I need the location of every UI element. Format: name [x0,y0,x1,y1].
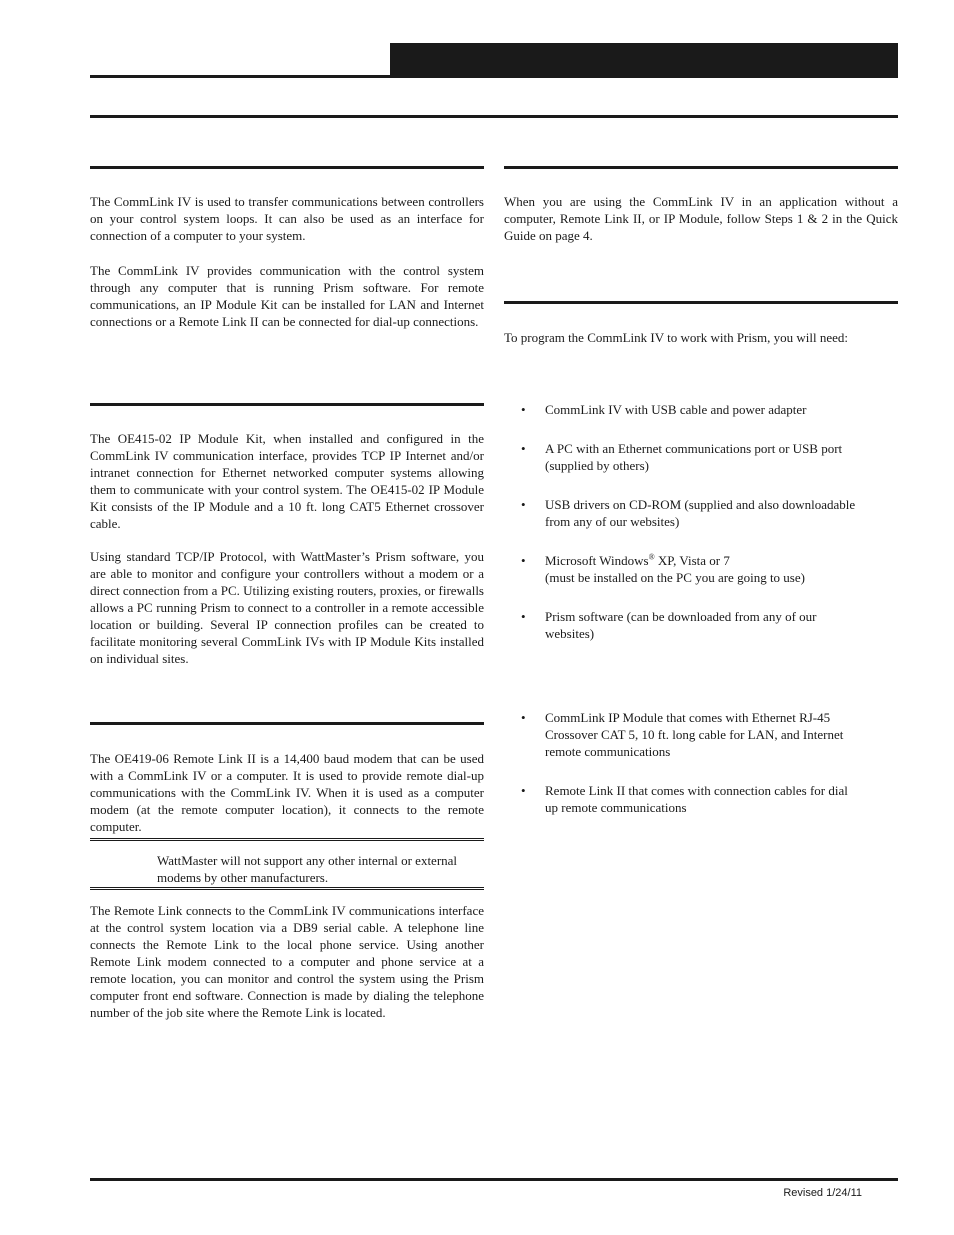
standalone-paragraph: When you are using the CommLink IV in an application without a computer, Remote Link II, or IP Module, follow Steps 1 & 2 in the Quick Guide on page 4. [504,194,898,243]
bullet-icon: • [521,497,526,512]
section-rule-ip-module [90,403,484,406]
section-rule-overview [90,166,484,169]
bullet-icon: • [521,553,526,568]
bullet-icon: • [521,710,526,725]
section-rule-remote-link [90,722,484,725]
bullet-icon: • [521,441,526,456]
overview-paragraph-1: The CommLink IV is used to transfer communications between controllers on your control system loops. It can also be used as an interface for connection of a computer to your system. [90,194,484,243]
remote-link-paragraph-1: The OE419-06 Remote Link II is a 14,400 baud modem that can be used with a CommLink IV or a computer. It is used to provide remote dial-up communications with the CommLink IV. When it is used as a computer modem (at the remote computer location), it connects to the remote computer. [90,751,484,834]
ip-module-paragraph-1: The OE415-02 IP Module Kit, when installed and configured in the CommLink IV communication interface, provides TCP IP Internet and/or intranet connection for Ethernet networked computer systems allowing them to communicate with your control system. The OE415-02 IP Module Kit consists of the IP Module and a 10 ft. long CAT5 Ethernet crossover cable. [90,431,484,531]
bullet-icon: • [521,783,526,798]
note-box [90,838,484,890]
note-text: WattMaster will not support any other internal or external modems by other manufacturers. [157,853,458,885]
header-bar [390,43,898,78]
section-rule-prism [504,301,898,304]
ip-module-paragraph-2: Using standard TCP/IP Protocol, with WattMaster’s Prism software, you are able to monitor and configure your controllers without a modem or a direct connection from a PC. Utilizing existing routers, proxies, or firewalls allows a PC running Prism to connect to a controller in a remote accessible location or building. Several IP connection profiles can be created to facilitate monitoring several CommLink IVs with IP Module Kits installed on individual sites. [90,549,484,666]
overview-paragraph-2: The CommLink IV provides communication with the control system through any computer that is running Prism software. For remote communications, an IP Module Kit can be installed for LAN and Internet connections or a Remote Link II can be connected for dial-up connections. [90,263,484,329]
prism-intro: To program the CommLink IV to work with Prism, you will need: [504,330,849,345]
bullet-icon: • [521,609,526,624]
top-rule [90,115,898,118]
revision-date: Revised 1/24/11 [783,1187,862,1199]
header-line [90,75,390,78]
footer-rule [90,1178,898,1181]
bullet-icon: • [521,402,526,417]
section-rule-standalone [504,166,898,169]
remote-link-paragraph-2: The Remote Link connects to the CommLink IV communications interface at the control system location via a DB9 serial cable. A telephone line connects the Remote Link to the local phone service. Using another Remote Link modem connected to a computer and phone service at a remote location, you can monitor and control the system using the Prism computer front end software. Connection is made by dialing the telephone number of the job site where the Remote Link is located. [90,903,484,1020]
